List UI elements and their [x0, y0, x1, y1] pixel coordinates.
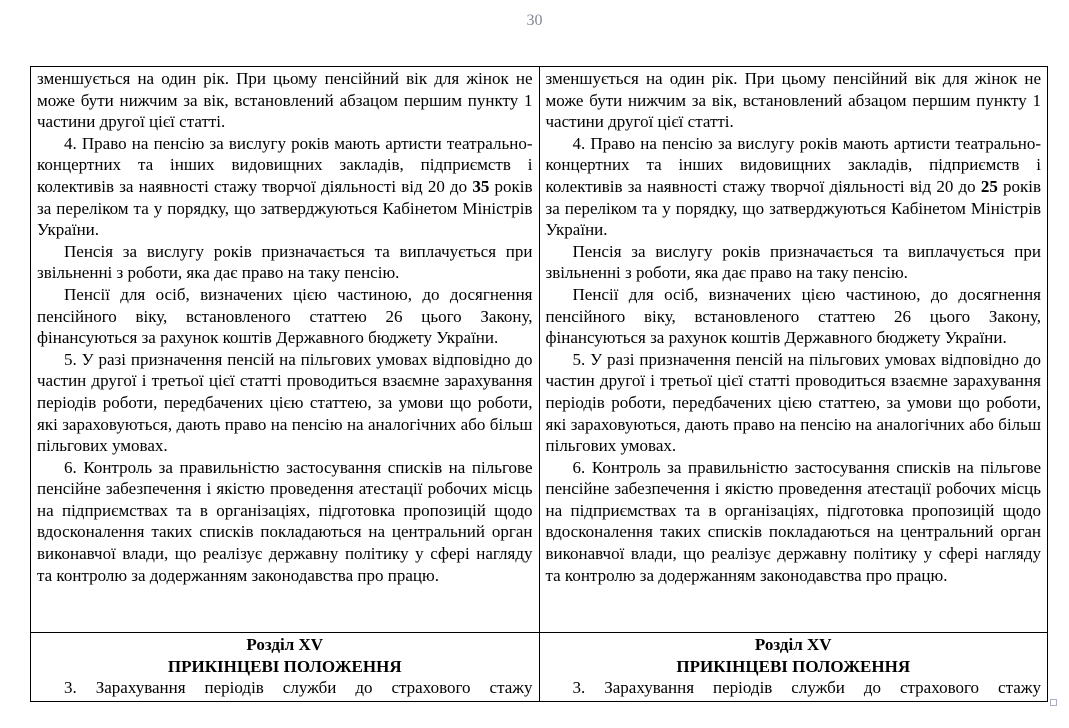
text-run: 6. Контроль за правильністю застосування списків на пільгове пенсійне забезпечення і якістю проведення атестації робочих місць на підприємствах та в організаціях, підготовка пропозицій щодо вдосконалення таких списків покладаються на центральний орган виконавчої влади, що реалізує державну політику у сфері нагляду та контролю за додержанням законодавства про працю. [37, 457, 533, 585]
section-first-line: 3. Зарахування періодів служби до страхового стажу [572, 678, 1041, 698]
comparison-table [30, 66, 1048, 702]
right-column-paragraphs [546, 68, 1042, 586]
table-row-section [31, 633, 1048, 702]
text-run: зменшується на один рік. При цьому пенсійний вік для жінок не може бути нижчим за вік, встановлений абзацом першим пункту 1 частини другої цієї статті. [545, 69, 1041, 132]
paragraph [37, 457, 533, 587]
text-run: Пенсія за вислугу років призначається та виплачується при звільненні з роботи, яка дає право на таку пенсію. [545, 241, 1041, 283]
table-resize-handle[interactable] [1050, 699, 1057, 706]
paragraph [546, 349, 1042, 457]
paragraph [546, 241, 1042, 284]
text-run: років за переліком та у порядку, що затверджуються Кабінетом Міністрів України. [37, 176, 533, 240]
paragraph [546, 68, 1042, 133]
paragraph [546, 133, 1042, 241]
bold-text-run: 35 [472, 176, 490, 196]
text-run: зменшується на один рік. При цьому пенсійний вік для жінок не може бути нижчим за вік, встановлений абзацом першим пункту 1 частини другої цієї статті. [37, 69, 533, 132]
paragraph [37, 133, 533, 241]
paragraph [37, 241, 533, 284]
left-column-cell[interactable] [31, 67, 540, 633]
section-subtitle: ПРИКІНЦЕВІ ПОЛОЖЕННЯ [676, 656, 911, 676]
left-column-paragraphs [37, 68, 533, 586]
page-number: 30 [526, 12, 543, 29]
paragraph [37, 284, 533, 349]
left-section-cell[interactable] [31, 633, 540, 702]
right-column-cell[interactable] [539, 67, 1048, 633]
text-run: 4. Право на пенсію за вислугу років мають артисти театрально-концертних та інших видовищних закладів, підприємств і колективів за наявності стажу творчої діяльності від 20 до [37, 133, 533, 196]
text-run: 5. У разі призначення пенсій на пільгових умовах відповідно до частин другої і третьої цієї статті проводиться взаємне зарахування періодів роботи, передбачених цією статтею, за умови що роботи, які зараховуються, дають право на пенсію на аналогічних або більш пільгових умовах. [37, 349, 533, 456]
section-first-line: 3. Зарахування періодів служби до страхового стажу [64, 678, 533, 698]
text-run: років за переліком та у порядку, що затверджуються Кабінетом Міністрів України. [545, 176, 1041, 240]
text-run: Пенсії для осіб, визначених цією частиною, до досягнення пенсійного віку, встановленого статтею 26 цього Закону, фінансуються за рахунок коштів Державного бюджету України. [37, 284, 533, 348]
text-run: 5. У разі призначення пенсій на пільгових умовах відповідно до частин другої і третьої цієї статті проводиться взаємне зарахування періодів роботи, передбачених цією статтею, за умови що роботи, які зараховуються, дають право на пенсію на аналогічних або більш пільгових умовах. [545, 349, 1041, 456]
text-run: Пенсії для осіб, визначених цією частиною, до досягнення пенсійного віку, встановленого статтею 26 цього Закону, фінансуються за рахунок коштів Державного бюджету України. [545, 284, 1041, 348]
paragraph [546, 457, 1042, 587]
paragraph [37, 349, 533, 457]
paragraph [546, 284, 1042, 349]
section-subtitle: ПРИКІНЦЕВІ ПОЛОЖЕННЯ [167, 656, 402, 676]
bold-text-run: 25 [980, 176, 998, 196]
section-title: Розділ XV [754, 635, 832, 654]
paragraph [37, 68, 533, 133]
text-run: Пенсія за вислугу років призначається та виплачується при звільненні з роботи, яка дає право на таку пенсію. [37, 241, 533, 283]
text-run: 6. Контроль за правильністю застосування списків на пільгове пенсійне забезпечення і якістю проведення атестації робочих місць на підприємствах та в організаціях, підготовка пропозицій щодо вдосконалення таких списків покладаються на центральний орган виконавчої влади, що реалізує державну політику у сфері нагляду та контролю за додержанням законодавства про працю. [545, 457, 1041, 585]
section-title: Розділ XV [246, 635, 324, 654]
right-section-cell[interactable] [539, 633, 1048, 702]
text-run: 4. Право на пенсію за вислугу років мають артисти театрально-концертних та інших видовищних закладів, підприємств і колективів за наявності стажу творчої діяльності від 20 до [545, 133, 1041, 196]
table-row-body [31, 67, 1048, 633]
